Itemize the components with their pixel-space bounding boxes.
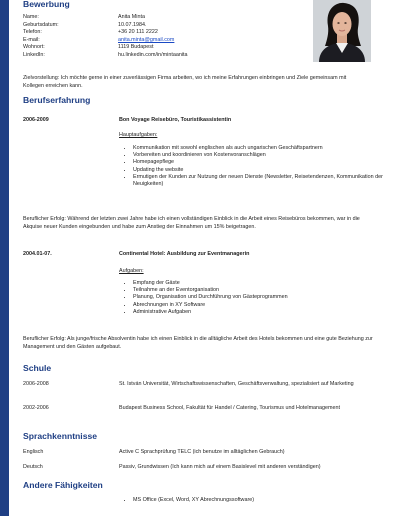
- personal-row-residence: [23, 44, 188, 52]
- language-row: [23, 464, 389, 472]
- task-item: • Teilnahme an der Eventorganisation: [133, 287, 393, 294]
- birthdate-label: Geburtsdatum:: [23, 21, 59, 28]
- section-title-education: Schule: [23, 363, 52, 373]
- task-item: • Abrechnungen in XY Software: [133, 302, 393, 309]
- job-employer: Bon Voyage Reisebüro, Touristikassistentin: [119, 117, 232, 123]
- job-row: [23, 117, 389, 123]
- education-date: 2002-2006: [23, 405, 49, 411]
- language-row: [23, 449, 389, 457]
- residence-value: 1119 Budapest: [118, 44, 154, 51]
- portrait-image: [313, 0, 371, 62]
- profile-photo: [313, 0, 371, 62]
- email-label: E-mail:: [23, 36, 40, 43]
- birthdate-value: 10.07.1984.: [118, 21, 147, 28]
- task-item: • Updating the website: [133, 167, 393, 174]
- job-date: 2006-2009: [23, 117, 49, 123]
- linkedin-label: LinkedIn:: [23, 51, 45, 58]
- personal-row-phone: [23, 29, 188, 37]
- education-row: [23, 405, 389, 413]
- task-item: • Vorbereiten und koordinieren von Kostenvoranschlägen: [133, 152, 393, 159]
- job-task-list: [119, 280, 393, 316]
- job-success: Beruflicher Erfolg: Als junge/frische Absolventin habe ich einen Einblick in die alltägliche Arbeit des Hotels bekommen und eine gute Beziehung zur Management und den Gästen aufgebaut.: [23, 336, 373, 350]
- email-link[interactable]: anita.minta@gmail.com: [118, 36, 175, 43]
- job-row: [23, 251, 389, 257]
- personal-row-birthdate: [23, 22, 188, 30]
- task-item: • Homepagepflege: [133, 159, 393, 166]
- job-date: 2004.01-07.: [23, 251, 52, 257]
- task-item: • Kommunikation mit sowohl englischen als auch ungarischen Geschäftspartnern: [133, 145, 393, 152]
- phone-label: Telefon:: [23, 29, 42, 36]
- education-date: 2006-2008: [23, 381, 49, 387]
- name-label: Name:: [23, 14, 39, 20]
- job-success: Beruflicher Erfolg: Während der letzten zwei Jahre habe ich einen vollständigen Einblick in die Arbeit eines Reisebüros bekommen, war in die Akquise neuer Kunden eingebunden und habe zum Anstieg der Einnahmen um 15% beigetragen.: [23, 216, 360, 230]
- job-employer: Continental Hotel: Ausbildung zur Eventmanagerin: [119, 251, 250, 257]
- task-item: • Empfang der Gäste: [133, 280, 393, 287]
- education-row: [23, 381, 389, 389]
- phone-value: +36 20 111 2222: [118, 29, 158, 36]
- linkedin-value: hu.linkedin.com/in/mintaanita: [118, 51, 188, 58]
- personal-row-email: [23, 37, 188, 45]
- task-item: • Ermutigen der Kunden zur Nutzung der neuen Dienste (Newsletter, Reisetendenzen, Kommunikation der Neuigkeiten): [133, 174, 393, 188]
- education-text: St. István Universität, Wirtschaftswissenschaften, Geschäftsverwaltung, spezialisiert auf Marketing: [119, 381, 354, 387]
- section-title-skills: Andere Fähigkeiten: [23, 480, 103, 490]
- language-name: Deutsch: [23, 464, 43, 470]
- job-tasks-label: Aufgaben:: [119, 268, 144, 274]
- language-level: Active C Sprachprüfung TELC (ich benutze im alltäglichen Gebrauch): [119, 449, 285, 455]
- section-title-experience: Berufserfahrung: [23, 95, 91, 105]
- language-level: Passiv, Grundwissen (Ich kann mich auf einem Basislevel mit anderen verständigen): [119, 464, 321, 470]
- name-value: Anita Minta: [118, 14, 145, 20]
- personal-details: [23, 14, 188, 60]
- residence-label: Wohnort:: [23, 44, 45, 51]
- job-task-list: [119, 145, 393, 188]
- page-title: Bewerbung: [23, 0, 70, 9]
- language-name: Englisch: [23, 449, 44, 455]
- skills-list: [119, 497, 393, 504]
- job-tasks-label: Hauptaufgaben:: [119, 132, 158, 138]
- personal-row-linkedin: [23, 52, 188, 60]
- skill-item: • MS Office (Excel, Word, XY Abrechnungssoftware): [133, 497, 393, 504]
- section-title-languages: Sprachkenntnisse: [23, 431, 98, 441]
- task-item: • Planung, Organisation und Durchführung von Gästeprogrammen: [133, 294, 393, 301]
- intro-statement: Zielvorstellung: Ich möchte gerne in einer zuverlässigen Firma arbeiten, wo ich meine Erfahrungen einbringen und Ziele gemeinsam mit Kollegen erreichen kann.: [23, 75, 347, 89]
- education-text: Budapest Business School, Fakultät für Handel / Catering, Tourismus und Hotelmanagement: [119, 405, 341, 411]
- side-stripe: [0, 0, 9, 516]
- personal-row-name: [23, 14, 188, 22]
- task-item: • Administrative Aufgaben: [133, 309, 393, 316]
